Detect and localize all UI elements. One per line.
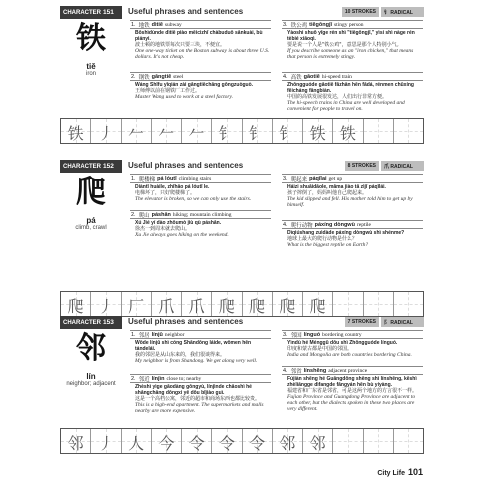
character-section-151 [60, 6, 424, 121]
example-english: Xu Jie always goes hiking on the weekend. [135, 232, 229, 238]
example-hanzi: 要是说一个人是"铁公鸡"，意思是那个人特别小气。 [287, 42, 402, 48]
practice-stroke: 钅 [279, 124, 296, 143]
practice-cell [364, 119, 394, 143]
radical-badge: 阝 RADICAL [381, 317, 424, 327]
main-character: 爬 [76, 175, 106, 210]
practice-cell [303, 292, 333, 316]
example-pinyin: Yìndù hé Ménggǔ dōu shì Zhōngguóde línguó. [287, 340, 398, 346]
practice-stroke: 𠂉 [188, 124, 205, 143]
practice-stroke: 爬 [67, 297, 84, 316]
practice-stroke: 令 [188, 434, 205, 453]
practice-cell [303, 119, 333, 143]
entry-english: hiking; mountain climbing [172, 211, 232, 218]
practice-cell [364, 429, 394, 453]
phrase-entry [282, 220, 423, 248]
example-pinyin: Zhōngguóde gāotiě fāzhǎn hěn fādá, rénmen chūxíng fēicháng fāngbiàn. [287, 82, 414, 94]
entry-english: hi-speed train [321, 73, 352, 80]
character-number: 151 [103, 9, 114, 16]
entry-hanzi: 爬山 [138, 212, 150, 219]
entry-english: subway [164, 21, 182, 28]
entry-hanzi: 邻国 [290, 332, 302, 339]
practice-cell [182, 429, 212, 453]
example-pinyin: Wǒde línjū shì cóng Shāndōng láide, wǒmen hěn tándelái. [135, 340, 252, 352]
character-card [60, 22, 122, 78]
practice-cell [243, 429, 273, 453]
entry-hanzi: 铁公鸡 [290, 22, 308, 29]
stroke-count-badge: 7 STROKES [345, 317, 379, 327]
entry-hanzi: 邻省 [290, 368, 302, 375]
entry-hanzi: 爬起来 [290, 176, 308, 183]
entry-pinyin: gāngtiě [151, 73, 172, 80]
entry-number: 2. [131, 375, 136, 382]
character-number: 153 [103, 319, 114, 326]
example-english: The kid slipped and fell. His mother told him to get up by himself. [287, 196, 413, 209]
character-card [60, 332, 122, 388]
practice-stroke: 令 [218, 434, 235, 453]
main-character: 邻 [76, 331, 106, 366]
practice-cell [303, 429, 333, 453]
practice-stroke: 爬 [279, 297, 296, 316]
entry-number: 1. [131, 21, 136, 28]
entry-number: 4. [283, 73, 288, 80]
entry-number: 4. [283, 367, 288, 374]
entry-pinyin: línshěng [303, 367, 327, 374]
character-tag-label: CHARACTER [63, 320, 101, 326]
page-number: 101 [407, 467, 423, 477]
practice-cell [212, 119, 242, 143]
practice-cell [152, 429, 182, 453]
entry-english: get up [328, 175, 343, 182]
example-pinyin: Fújiàn shěng hé Guǎngdōng shěng shì línshěng, kěshì zhèliǎngge dìfangde fāngyán hěn bù yíyàng. [287, 376, 417, 388]
entry-pinyin: páqǐlai [309, 175, 327, 182]
example-hanzi: 波士顿的地铁票每次只要三块，不便宜。 [135, 42, 226, 48]
practice-stroke: 邻 [67, 434, 84, 453]
example-english: The hi-speech trains in China are well developed and convenient for people to travel on. [287, 100, 405, 113]
example-english: Master Wang used to work at a steel factory. [135, 94, 234, 100]
phrase-entry [130, 374, 271, 414]
entry-pinyin: tiěgōngjī [309, 21, 333, 28]
phrase-column-left [130, 20, 271, 120]
entry-english: steel [173, 73, 184, 80]
practice-stroke: 爬 [249, 297, 266, 316]
practice-cell [182, 292, 212, 316]
character-pinyin: tiě [86, 62, 96, 71]
entry-english: bordering country [322, 331, 362, 338]
character-meaning: neighbor; adjacent [66, 381, 116, 387]
practice-cell [333, 119, 363, 143]
example-hanzi: 我的邻居是从山东来的，我们很谈得来。 [135, 352, 226, 358]
entry-pinyin: dìtiě [151, 21, 163, 28]
practice-stroke: 铁 [309, 124, 326, 143]
practice-cell [212, 292, 242, 316]
practice-stroke: 丿 [97, 434, 114, 453]
radical-badge: 钅 RADICAL [381, 7, 424, 17]
character-card [60, 176, 122, 232]
practice-cell [273, 292, 303, 316]
example-english: India and Mongolia are both countries bordering China. [287, 352, 412, 358]
phrase-column-left [130, 330, 271, 430]
practice-cell [273, 119, 303, 143]
example-hanzi: 王师傅以前在钢铁厂工作过。 [135, 88, 201, 94]
practice-cell [152, 292, 182, 316]
entry-hanzi: 爬行动物 [290, 222, 313, 229]
entry-hanzi: 爬楼梯 [138, 176, 156, 183]
entry-number: 2. [131, 211, 136, 218]
example-english: This is a high-end apartment. The supermarkets and malls nearby are more expensive. [135, 402, 264, 415]
practice-stroke: 今 [158, 434, 175, 453]
character-tag-label: CHARACTER [63, 164, 101, 170]
character-pinyin: pá [86, 216, 96, 225]
phrases-title: Useful phrases and sentences [128, 161, 244, 170]
example-english: One one-way ticket on the Boston subway is about three U.S. dollars. It's not cheap. [135, 48, 270, 61]
phrase-entry [130, 330, 271, 364]
phrase-entry [282, 174, 423, 208]
practice-stroke: 人 [128, 434, 145, 453]
practice-cell [182, 119, 212, 143]
example-hanzi: 徐杰一到周末就去爬山。 [135, 226, 191, 232]
practice-stroke: 令 [249, 434, 266, 453]
character-section-153 [60, 316, 424, 426]
practice-stroke: 丿 [97, 297, 114, 316]
example-hanzi: 中国的高铁发展很发达，人们出行非常方便。 [287, 94, 388, 100]
stroke-practice-grid [60, 291, 424, 317]
character-tag [60, 316, 122, 329]
practice-cell [273, 429, 303, 453]
stroke-practice-grid [60, 428, 424, 454]
entry-english: reptile [356, 221, 372, 228]
character-tag [60, 6, 122, 19]
entry-number: 3. [283, 21, 288, 28]
phrase-entry [130, 20, 271, 60]
practice-cell [91, 429, 121, 453]
section-header [60, 6, 424, 19]
example-pinyin: Háizi shuāidǎole, māma jiào tā zìjǐ páqǐlái. [287, 184, 386, 190]
practice-stroke: 钅 [218, 124, 235, 143]
practice-cell [394, 119, 423, 143]
practice-stroke: 铁 [339, 124, 356, 143]
entry-pinyin: línguó [303, 331, 321, 338]
example-english: Fujian Province and Guangdong Province are adjacent to each other, but the dialects spoken in these two places are very different. [287, 394, 416, 413]
practice-cell [333, 429, 363, 453]
entry-english: neighbor [164, 331, 185, 338]
practice-stroke: 钅 [249, 124, 266, 143]
main-character: 铁 [76, 21, 106, 56]
entry-number: 4. [283, 221, 288, 228]
practice-stroke: 丿 [97, 124, 114, 143]
section-header [60, 316, 424, 329]
example-hanzi: 孩子摔倒了，妈妈叫他自己爬起来。 [287, 190, 368, 196]
stroke-count-badge: 8 STROKES [345, 161, 379, 171]
practice-stroke: 铁 [67, 124, 84, 143]
phrase-column-right [282, 330, 423, 430]
practice-stroke: 爪 [188, 297, 205, 316]
entry-hanzi: 钢铁 [138, 74, 150, 81]
entry-english: stingy person [334, 21, 364, 28]
phrase-entry [282, 20, 423, 60]
entry-number: 3. [283, 331, 288, 338]
practice-cell [212, 429, 242, 453]
practice-stroke: 邻 [279, 434, 296, 453]
example-english: What is the biggest reptile on Earth? [287, 242, 369, 248]
character-meaning: iron [85, 71, 96, 77]
example-pinyin: Wáng Shīfu yǐqián zài gāngtiěchǎng gōngzuòguò. [135, 82, 254, 88]
entry-pinyin: páxíng dòngwù [314, 221, 355, 228]
practice-stroke: 爬 [218, 297, 235, 316]
practice-cell [91, 119, 121, 143]
practice-cell [91, 292, 121, 316]
example-english: My neighbor is from Shandong. We get along very well. [135, 358, 258, 364]
example-hanzi: 电梯坏了，只好爬楼梯了。 [135, 190, 196, 196]
phrase-entry [282, 330, 423, 358]
practice-cell [364, 292, 394, 316]
example-english: The elevator is broken, so we can only use the stairs. [135, 196, 252, 202]
phrase-entry [130, 72, 271, 100]
phrase-column-right [282, 20, 423, 120]
practice-cell [243, 119, 273, 143]
character-section-152 [60, 160, 424, 275]
example-english: If you describe someone as an "iron chicken," that means that person is extremely stingy. [287, 48, 414, 61]
example-pinyin: Bōshìdùnde dìtiě piào měicìzhǐ chàbuduō sānkuài, bù piányi. [135, 30, 263, 42]
practice-stroke: 爬 [309, 297, 326, 316]
practice-cell [333, 292, 363, 316]
entry-hanzi: 邻近 [138, 376, 150, 383]
practice-cell [61, 292, 91, 316]
practice-cell [243, 292, 273, 316]
practice-cell [394, 292, 423, 316]
practice-cell [152, 119, 182, 143]
entry-pinyin: línjū [151, 331, 163, 338]
character-number: 152 [103, 163, 114, 170]
practice-cell [61, 119, 91, 143]
section-header [60, 160, 424, 173]
phrases-title: Useful phrases and sentences [128, 317, 244, 326]
entry-number: 1. [131, 331, 136, 338]
practice-cell [61, 429, 91, 453]
page-footer [377, 467, 423, 477]
entry-english: adjacent province [328, 367, 368, 374]
practice-cell [122, 292, 152, 316]
practice-stroke: 爪 [158, 297, 175, 316]
entry-english: close to; nearby [166, 375, 202, 382]
radical-badge: 爪 RADICAL [381, 161, 424, 171]
entry-hanzi: 邻居 [138, 332, 150, 339]
practice-cell [122, 119, 152, 143]
phrase-column-right [282, 174, 423, 274]
entry-hanzi: 高铁 [290, 74, 302, 81]
entry-number: 1. [131, 175, 136, 182]
example-pinyin: Xú Jié yí dào zhōumò jiù qù páshān. [135, 220, 222, 226]
entry-pinyin: gāotiě [303, 73, 320, 80]
phrase-entry [282, 72, 423, 112]
example-pinyin: Zhèshì yìge gāodàng gōngyù, línjìnde chāoshì hé shāngchǎng dōngxi yě dōu bǐjiào guì. [135, 384, 252, 396]
practice-stroke: 𠂉 [128, 124, 145, 143]
example-hanzi: 福建省和广东省是邻省，可是这两个地方的方言很不一样。 [287, 388, 418, 394]
entry-pinyin: pá lóutī [157, 175, 177, 182]
entry-number: 2. [131, 73, 136, 80]
practice-stroke: 邻 [309, 434, 326, 453]
example-pinyin: Yàoshi shuō yīge rén shì "tiěgōngjī," yìsi shì nàge rén tèbié xiǎoqì. [287, 30, 415, 42]
entry-english: climbing stairs [178, 175, 212, 182]
practice-cell [122, 429, 152, 453]
stroke-practice-grid [60, 118, 424, 144]
entry-number: 3. [283, 175, 288, 182]
example-pinyin: Dìqiúshang zuìdàde páxíng dòngwù shì shénme? [287, 230, 405, 236]
entry-hanzi: 地铁 [138, 22, 150, 29]
example-pinyin: Diàntī huàile, zhǐhǎo pá lóutī le. [135, 184, 210, 190]
example-hanzi: 地球上最大的爬行动物是什么？ [287, 236, 358, 242]
character-tag [60, 160, 122, 173]
phrase-column-left [130, 174, 271, 274]
phrase-entry [130, 210, 271, 238]
entry-pinyin: línjìn [151, 375, 165, 382]
phrase-entry [130, 174, 271, 202]
example-hanzi: 印度和蒙古都是中国的邻国。 [287, 346, 353, 352]
practice-stroke: 厂 [128, 297, 145, 316]
practice-cell [394, 429, 423, 453]
character-tag-label: CHARACTER [63, 10, 101, 16]
character-pinyin: lín [86, 372, 96, 381]
character-meaning: climb, crawl [75, 225, 107, 231]
entry-pinyin: páshān [151, 211, 171, 218]
practice-stroke: 𠂉 [158, 124, 175, 143]
footer-chapter: City Life [377, 470, 405, 477]
phrase-entry [282, 366, 423, 413]
example-hanzi: 这是一个高档公寓，邻近的超市和商场东西也都比较贵。 [135, 396, 261, 402]
phrases-title: Useful phrases and sentences [128, 7, 244, 16]
stroke-count-badge: 10 STROKES [342, 7, 379, 17]
